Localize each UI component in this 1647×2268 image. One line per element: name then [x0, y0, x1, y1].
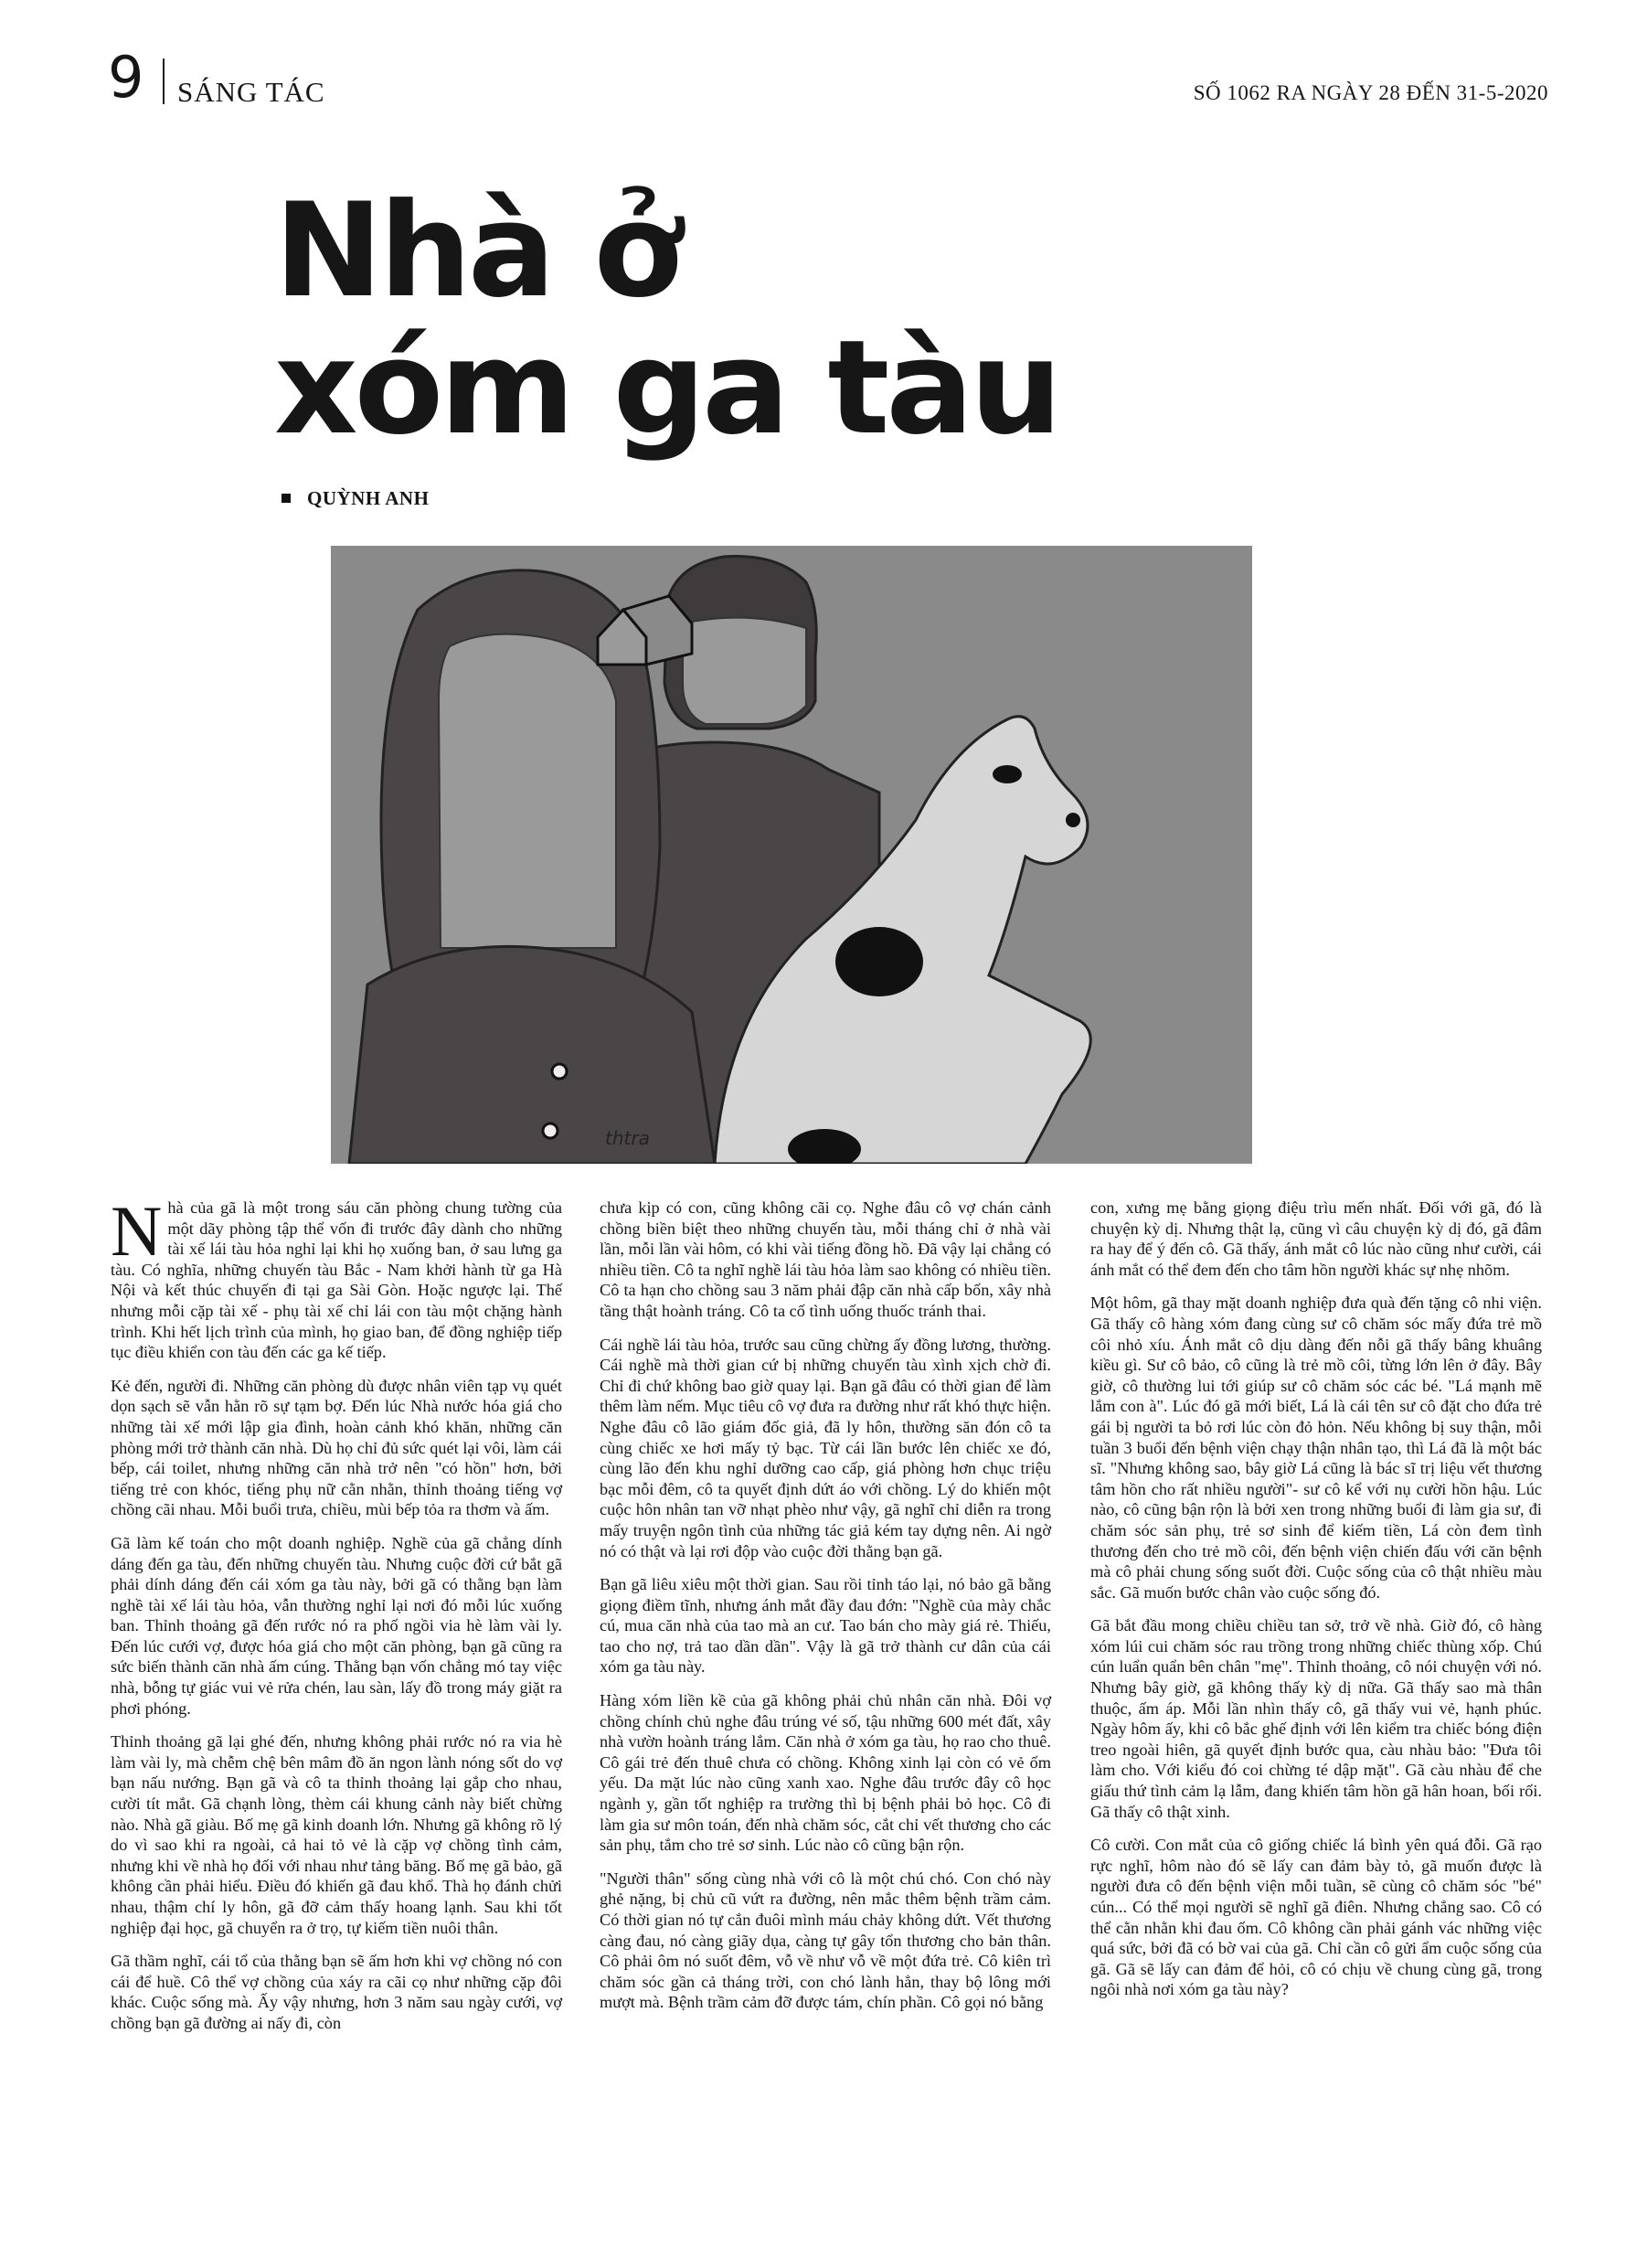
button-1: [552, 1064, 567, 1079]
section-name: SÁNG TÁC: [177, 76, 325, 108]
title-line-2: xóm ga tàu: [274, 313, 1059, 463]
paragraph: Gã làm kế toán cho một doanh nghiệp. Nghề của gã chẳng dính dáng đến ga tàu, đến những chuyến tàu. Nhưng cuộc đời cứ bắt gã phải dính dáng đến cái xóm ga tàu này, bởi gã có thằng bạn làm nghề tài xế lái tàu hỏa, vẫn thường nghỉ lại nơi đó mỗi lúc xuống ban. Thỉnh thoảng gã đến rước nó ra phố ngồi via hè làm vài ly. Đến lúc cưới vợ, được hóa giá cho một căn phòng, bạn gã cũng ra sức biến thành căn nhà ấm cúng. Thằng bạn vốn chẳng mó tay việc nhà, bỗng tự giác vui vẻ rửa chén, lau sàn, lấy đồ trong máy giặt ra phơi phóng.: [111, 1533, 562, 1718]
column-2: [600, 1198, 1051, 2026]
paragraph: Thỉnh thoảng gã lại ghé đến, nhưng không phải rước nó ra via hè làm vài ly, mà chễm chệ bên mâm đồ ăn ngon lành nóng sốt do vợ bạn nấu nướng. Bạn gã và cô ta thỉnh thoảng lại gắp cho nhau, cười tít mắt. Gã chạnh lòng, thèm cái khung cảnh này biết chừng nào. Nhà gã giàu. Bố mẹ gã kinh doanh lớn. Nhưng gã không rõ lý do vì sao khi ra ngoài, cả hai tỏ vẻ là cặp vợ chồng tình cảm, nhưng khi về nhà họ đối với nhau như tảng băng. Bố mẹ gã bảo, gã không cần phải hiểu. Điều đó khiến gã đau khổ. Thà họ đánh chửi nhau, thậm chí ly hôn, gã đỡ cảm thấy hoang lạnh. Sau khi tốt nghiệp đại học, gã chuyển ra ở trọ, tự kiếm tiền nuôi thân.: [111, 1732, 562, 1937]
author-byline: [282, 486, 429, 510]
woman-face: [439, 634, 616, 948]
paragraph: chưa kịp có con, cũng không cãi cọ. Nghe đâu cô vợ chán cảnh chồng biền biệt theo những chuyến tàu, mỗi tháng chỉ ở nhà vài lần, mỗi lần vài hôm, có khi vài tiếng đồng hồ. Đã vậy lại chẳng có nhiều tiền. Cô ta nghĩ nghề lái tàu hỏa làm sao không có nhiều tiền. Cô ta hạn cho chồng sau 3 năm phải đập căn nhà cấp bốn, xây nhà tầng thật hoành tráng. Cô ta cố tình uống thuốc tránh thai.: [600, 1198, 1051, 1320]
header-divider: [163, 59, 165, 104]
drop-cap: N: [111, 1191, 163, 1271]
page-number: 9: [108, 44, 144, 111]
illustration-signature: thtra: [605, 1127, 650, 1149]
button-2: [543, 1123, 558, 1138]
dog-spot-1: [835, 927, 923, 996]
paragraph: con, xưng mẹ bằng giọng điệu trìu mến nhất. Đối với gã, đó là chuyện kỳ dị. Nhưng thật lạ, cũng vì câu chuyện kỳ dị đó, gã đâm ra hay để ý đến cô. Gã thấy, ánh mắt cô lúc nào cũng như cười, cái ánh mắt có thể đem đến cho tâm hồn người khác sự nhẹ nhõm.: [1090, 1198, 1542, 1279]
paragraph: "Người thân" sống cùng nhà với cô là một chú chó. Con chó này ghẻ nặng, bị chủ cũ vứt ra đường, nên mắc thêm bệnh trầm cảm. Có thời gian nó tự cắn đuôi mình máu chảy không dứt. Vết thương càng đau, nó càng giãy dụa, càng tự gây tổn thương cho bản thân. Cô phải ôm nó suốt đêm, vỗ về như vỗ về một đứa trẻ. Cô kiên trì chăm sóc gần cả tháng trời, con chó lành hẳn, thay bộ lông mới mượt mà. Bệnh trầm cảm đỡ được tám, chín phần. Cô gọi nó bằng: [600, 1869, 1051, 2012]
author-name: QUỲNH ANH: [307, 487, 430, 509]
paragraph: Bạn gã liêu xiêu một thời gian. Sau rồi tỉnh táo lại, nó bảo gã bằng giọng điềm tĩnh, nhưng ánh mắt đầy đau đớn: "Nghề của mày chắc cú, mua căn nhà của tao mà an cư. Tao bán cho mày giá rẻ. Thiếu, tao cho nợ, trả tao dần dần". Vậy là gã trở thành cư dân của cái xóm ga tàu này.: [600, 1575, 1051, 1677]
square-bullet-icon: [282, 494, 291, 503]
paragraph: Gã thầm nghĩ, cái tổ của thằng bạn sẽ ấm hơn khi vợ chồng nó con cái để huề. Cô thể vợ chồng của xáy ra cãi cọ như những cặp đôi khác. Cuộc sống mà. Ấy vậy nhưng, hơn 3 năm sau ngày cưới, vợ chồng bạn gã đường ai nấy đi, còn: [111, 1952, 562, 2032]
paragraph: Hàng xóm liền kề của gã không phải chủ nhân căn nhà. Đôi vợ chồng chính chủ nghe đâu trúng vé số, tậu những 600 mét đất, xây nhà vườn hoành tráng lắm. Căn nhà ở xóm ga tàu, họ rao cho thuê. Cô gái trẻ đến thuê chưa có chồng. Không xinh lại còn có vẻ ốm yếu. Da mặt lúc nào cũng xanh xao. Nghe đâu trước đây cô học ngành y, gần tốt nghiệp ra trường thì bị bệnh phải bỏ học. Cô đi làm gia sư môn toán, đến nhà chăm sóc, cắt chỉ vết thương cho các sản phụ, tắm cho trẻ sơ sinh. Lúc nào cô cũng bận rộn.: [600, 1691, 1051, 1855]
column-1: [111, 1191, 562, 2047]
illustration: [331, 546, 1252, 1164]
paragraph: Cô cười. Con mắt của cô giống chiếc lá bình yên quá đỗi. Gã rạo rực nghĩ, hôm nào đó sẽ lấy can đảm bày tỏ, gã muốn được là người đưa cô đến bệnh viện mỗi tuần, sẽ cùng cô chăm sóc "bé" cún... Có thể mọi người sẽ nghĩ gã điên. Nhưng chẳng sao. Cô có thể cằn nhằn khi đau ốm. Cô không cần phải gánh vác những việc quá sức, bởi đã có bờ vai của gã. Chỉ cần cô gửi ẩm cuộc sống của gã. Gã sẽ lấy can đảm để hỏi, cô có chịu về chung cùng gã, trong ngôi nhà nơi xóm ga tàu này?: [1090, 1836, 1542, 1999]
dog-nose: [1066, 813, 1080, 827]
article-title: [274, 176, 1462, 463]
page-header: [0, 0, 1647, 128]
paragraph: Gã bắt đầu mong chiều chiều tan sở, trở về nhà. Giờ đó, cô hàng xóm lúi cui chăm sóc rau trồng trong những chiếc thùng xốp. Chú cún luẩn quẩn bên chân "mẹ". Thỉnh thoảng, cô nói chuyện với nó. Nhưng bây giờ, gã không thấy kỳ dị nữa. Gã thấy sao mà thân thuộc, ấm áp. Mỗi lần nhìn thấy cô, gã thấy vui vẻ, hạnh phúc. Ngày hôm ấy, khi cô bắc ghế định với lên kiểm tra chiếc bóng điện treo ngoài hiên, gã quyết định bước qua, càu nhàu bảo: "Đưa tôi làm cho. Với kiểu đó coi chừng té dập mặt". Gã càu nhàu để che giấu thứ tình cảm lạ lẫm, đang khiến tâm hồn gã hân hoan, bối rối. Gã thấy cô thật xinh.: [1090, 1616, 1542, 1821]
issue-info: SỐ 1062 RA NGÀY 28 ĐẾN 31-5-2020: [1193, 81, 1548, 104]
column-3: [1090, 1198, 1542, 2013]
paragraph: Kẻ đến, người đi. Những căn phòng dù được nhân viên tạp vụ quét dọn sạch sẽ vẫn hằn rõ sự tạm bợ. Đến lúc Nhà nước hóa giá cho những tài xế mới lập gia đình, hoàn cảnh khó khăn, những căn phòng mới trở thành căn nhà. Dù họ chỉ đủ sức quét lại vôi, làm cái bếp, cái toilet, nhưng những căn nhà trở nên "có hồn" hơn, bởi tiếng trẻ con khóc, tiếng phụ nữ cằn nhằn, thỉnh thoảng tiếng vợ chồng cãi nhau. Mỗi buổi trưa, chiều, mùi bếp tỏa ra thơm và ấm.: [111, 1376, 562, 1519]
paragraph: [111, 1191, 562, 1363]
paragraph-text: hà của gã là một trong sáu căn phòng chung tường của một dãy phòng tập thể vốn đi trước đây dành cho những tài xế lái tàu hỏa nghỉ lại khi họ xuống ban, ở sau lưng ga tàu. Có nghĩa, những chuyến tàu Bắc - Nam khởi hành từ ga Hà Nội và kết thúc chuyến đi tại ga Sài Gòn. Hoặc ngược lại. Thế nhưng mỗi cặp tài xế - phụ tài xế chỉ lái con tàu một chặng hành trình. Khi hết lịch trình của mình, họ giao ban, để đồng nghiệp tiếp tục điều khiển con tàu đến các ga kế tiếp.: [111, 1198, 562, 1362]
man-face: [683, 618, 806, 724]
paragraph: Một hôm, gã thay mặt doanh nghiệp đưa quà đến tặng cô nhi viện. Gã thấy cô hàng xóm đang cùng sư cô chăm sóc mấy đứa trẻ mồ côi nhỏ xíu. Ánh mắt cô dịu dàng đến nỗi gã thấy bâng khuâng kiều gì. Sư cô bảo, cô cũng là trẻ mồ côi, từng lớn lên ở đây. Bây giờ, cô thường lui tới giúp sư cô chăm sóc các bé. "Lá mạnh mẽ lắm con à". Lúc đó gã mới biết, Lá là cái tên sư cô đặt cho đứa trẻ gái bị người ta bỏ rơi lúc còn đỏ hỏn. Nếu không bị suy thận, mỗi tuần 3 buổi đến bệnh viện chạy thận nhân tạo, thì Lá đã là một bác sĩ. "Nhưng không sao, bây giờ Lá cũng là bác sĩ trị liệu vết thương tâm hồn cho rất nhiều người"- sư cô kể với nụ cười hồn hậu. Lúc nào, cô cũng bận rộn là bởi xen trong những buổi đi làm gia sư, đi chăm sóc sản phụ, trẻ sơ sinh để kiếm tiền, Lá còn đem tình thương đến cho trẻ mồ côi, đến bệnh viện chiến đấu với căn bệnh mà cô phải chung sống suốt đời. Cuộc sống của cô thật nhiều màu sắc. Gã muốn bước chân vào cuộc sống đó.: [1090, 1294, 1542, 1602]
title-line-1: Nhà ở: [274, 176, 679, 326]
dog-spot-3: [993, 765, 1022, 783]
paragraph: Cái nghề lái tàu hỏa, trước sau cũng chừng ấy đồng lương, thường. Cái nghề mà thời gian cứ bị những chuyến tàu xình xịch chờ đi. Chỉ đi chứ không bao giờ quay lại. Bạn gã đâu có thời gian để làm thêm làm nếm. Mục tiêu cô vợ đưa ra đường như rất khó thực hiện. Nghe đâu cô lão giám đốc giả, đã ly hôn, thường săn đón cô ta cùng chiếc xe hơi mấy tỷ bạc. Từ cái lần bước lên chiếc xe đó, cùng lão đến khu nghỉ dưỡng cao cấp, giá phòng hơn chục triệu bạc mỗi đêm, cô ta quyết định dứt áo với chồng. Lý do khiến một cuộc hôn nhân tan vỡ nhạt phèo như vậy, gã nghĩ chỉ diễn ra trong mấy truyện ngôn tình của những tác giả kém tay dựng nên. Ai ngờ nó có thật và lại rơi độp vào cuộc đời thằng bạn gã.: [600, 1335, 1051, 1560]
